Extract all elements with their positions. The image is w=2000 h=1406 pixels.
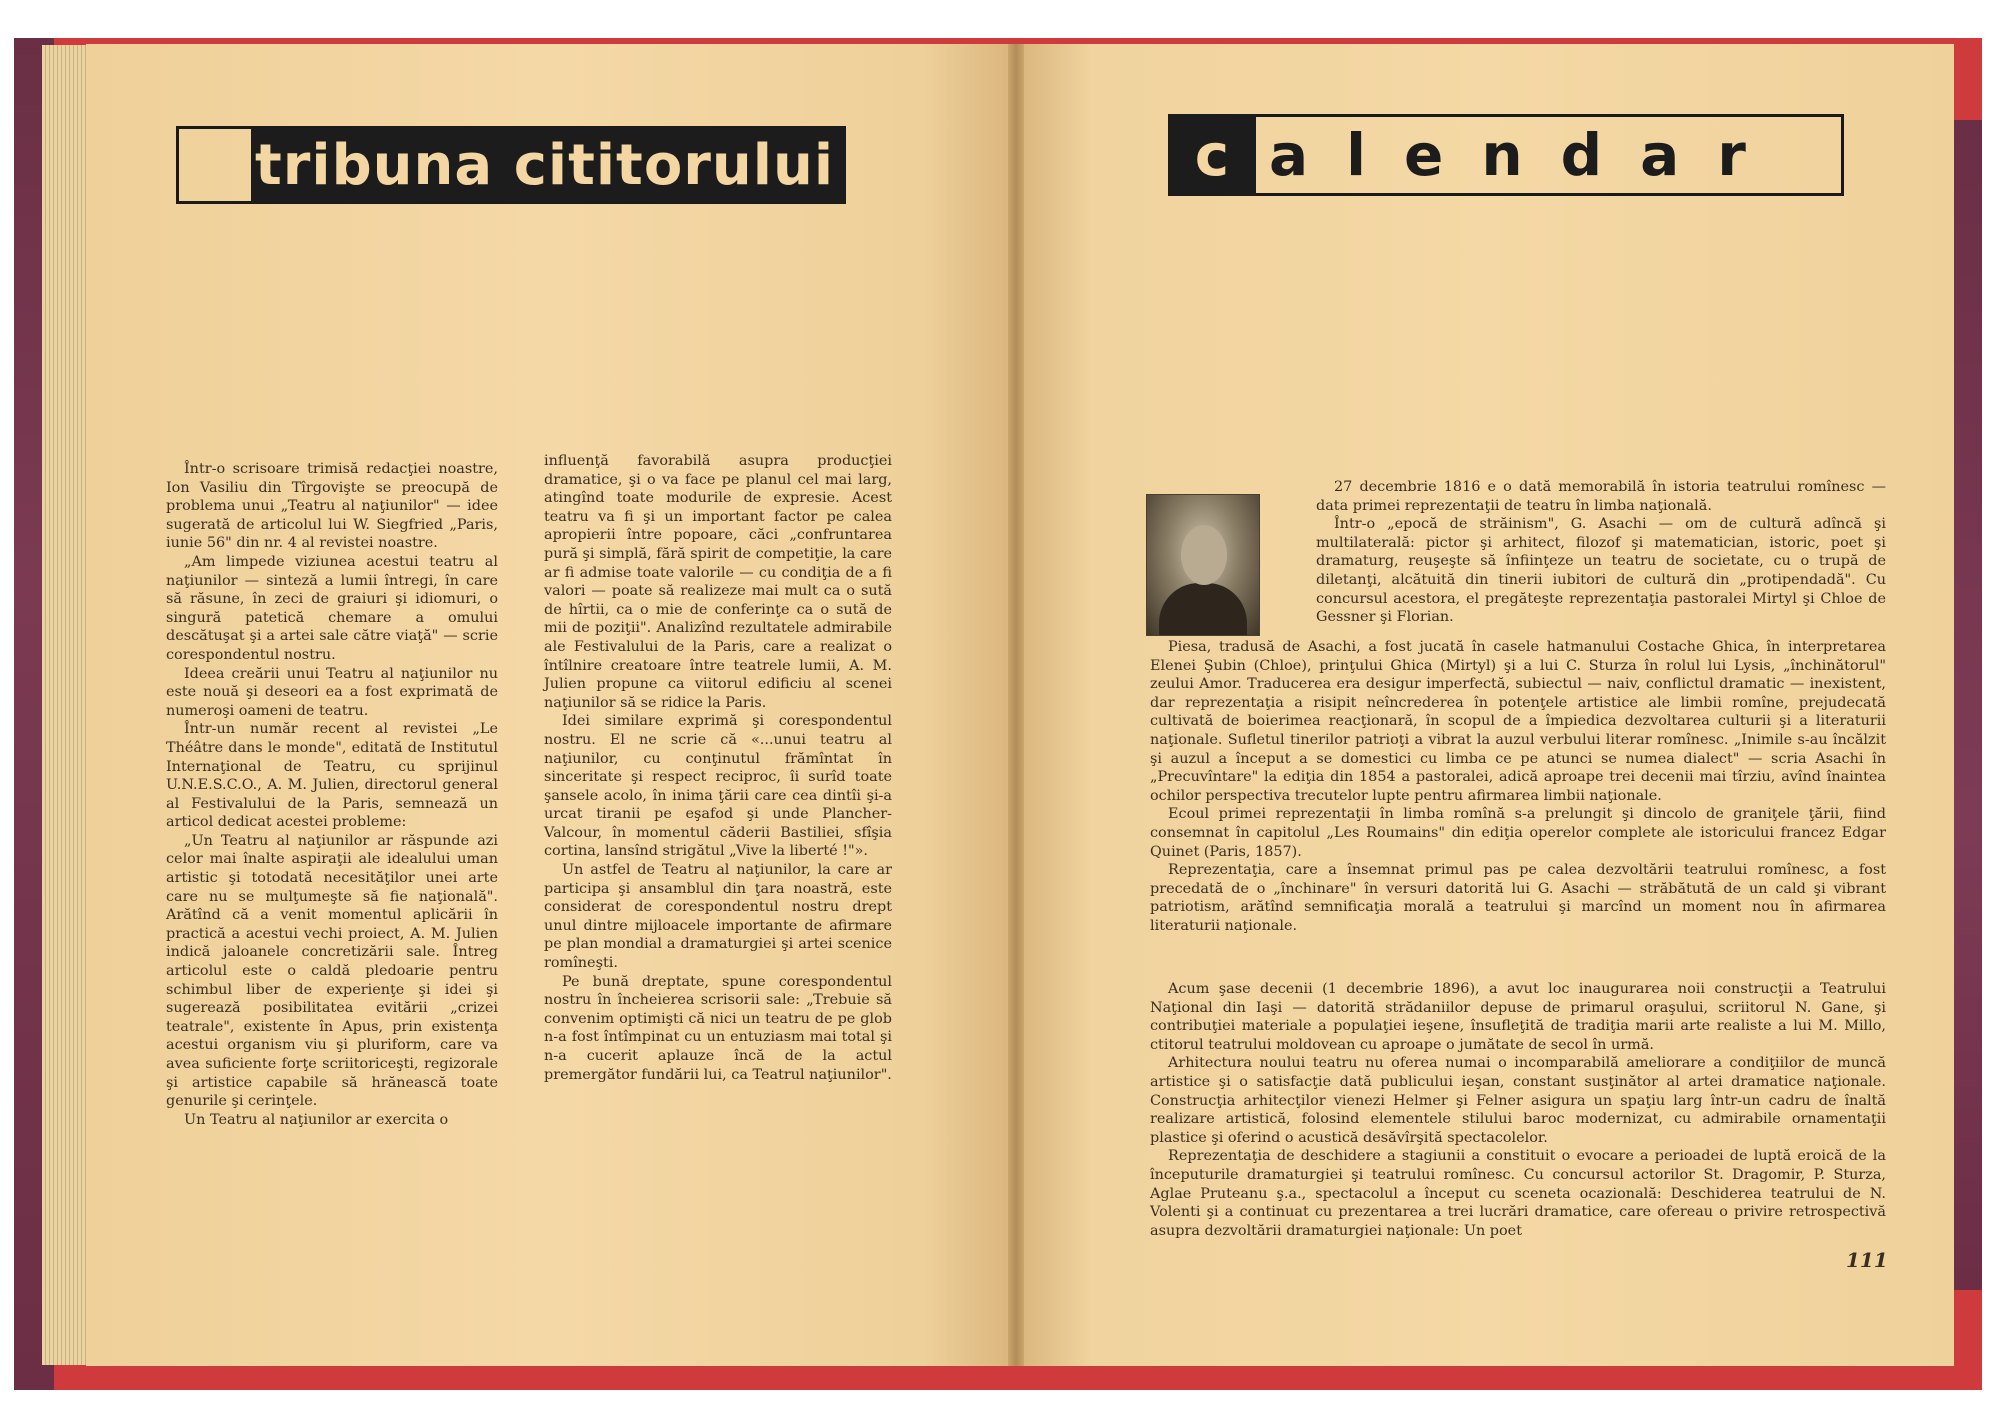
- page-edges: [42, 45, 92, 1365]
- tribuna-title: tribuna cititorului: [255, 133, 835, 198]
- paragraph: Un Teatru al naţiunilor ar exercita o: [184, 1111, 449, 1128]
- article-column-2: [544, 452, 892, 1084]
- paragraph: Piesa, tradusă de Asachi, a fost jucată în casele hatmanului Costache Ghica, în interpretarea Elenei Şubin (Chloe), prinţului Ghica (Mirtyl) şi a lui C. Sturza în rolul lui Lysis, „închinătorul" zeului Amor. Traducerea era desigur imperfectă, subiectul — naiv, conflictul dramatic — inexistent, dar reprezentaţia a risipit neîncrederea în potenţele artistice ale limbii romîne, prejudecată cultivată de boierimea reacţionară, în scopul de a împiedica dezvoltarea culturii şi a literaturii naţionale. Sufletul tinerilor patrioţi a vibrat la auzul verbului literar romînesc. „Inimile s-au încălzit şi auzul a început a se domestici cu limba ce pe atunci se numea dialect" — scria Asachi în „Precuvîntare" la ediţia din 1854 a pastoralei, adică aproape trei decenii mai tîrziu, avînd înaintea ochilor perspectiva trecutelor lupte pentru afirmarea limbii naţionale.: [1150, 639, 1886, 804]
- paragraph: Reprezentaţia de deschidere a stagiunii a constituit o evocare a perioadei de luptă eroică de la începuturile dramaturgiei şi teatrului romînesc. Cu concursul actorilor St. Dragomir, P. Sturza, Aglae Pruteanu ş.a., spectacolul a început cu sceneta ocazională: Deschiderea teatrului de N. Volenti şi a continuat cu prezentarea a trei lucrări dramatice, care ofereau o privire retrospectivă asupra dezvoltării dramaturgiei naţionale: Un poet: [1150, 1148, 1886, 1239]
- paragraph: Într-o „epocă de străinism", G. Asachi — om de cultură adîncă şi multilaterală: pictor şi arhitect, filozof şi matematician, istoric, poet şi dramaturg, reuşeşte să înfiinţeze un teatru de societate, cu o trupă de diletanţi, alcătuită din tinerii iubitori de cultură din „protipendadă". Cu concursul acestora, el pregăteşte reprezentaţia pastoralei Mirtyl şi Chloe de Gessner şi Florian.: [1316, 516, 1886, 626]
- paragraph: „Un Teatru al naţiunilor ar răspunde azi celor mai înalte aspiraţii ale idealului uman artistic şi totodată necesităţilor unei arte care nu se mulţumeşte să fie naţională". Arătînd că a venit momentul aplicării în practică a acestui vechi proiect, A. M. Julien indică jaloanele concretizării sale. Întreg articolul este o caldă pledoarie pentru schimbul liber de experienţe şi idei şi sugerează posibilitatea evitării „crizei teatrale", existente în Apus, prin existenţa acestui organism viu şi pluriform, care va avea suficiente forţe scriitoriceşti, regizorale şi artistice capabile să hrănească toate genurile şi cerinţele.: [166, 832, 498, 1110]
- calendar-title-rest: alendar: [1269, 121, 1784, 189]
- calendar-header: [1168, 114, 1844, 196]
- asachi-portrait: [1146, 494, 1260, 636]
- paragraph: Un astfel de Teatru al naţiunilor, la care ar participa şi ansamblul din ţara noastră, este considerat de corespondentul nostru drept unul dintre mijloacele importante de afirmare pe plan mondial a dramaturgiei şi artei scenice romîneşti.: [544, 862, 892, 972]
- paragraph: „Am limpede viziunea acestui teatru al naţiunilor — sinteză a lumii întregi, în care să răsune, în zeci de graiuri şi idiomuri, o singură patetică chemare a omului descătuşat şi a artei sale către viaţă" — scrie corespondentul nostru.: [166, 553, 498, 663]
- paragraph: Reprezentaţia, care a însemnat primul pas pe calea dezvoltării teatrului romînesc, a fost precedată de o „închinare" în versuri datorită lui G. Asachi — străbătută de un cald şi vibrant patriotism, arătînd semnificaţia morală a teatrului şi marcînd un moment nou în afirmarea literaturii naţionale.: [1150, 862, 1886, 934]
- tribuna-header: [176, 126, 846, 204]
- portrait-face: [1181, 525, 1227, 585]
- paragraph: Pe bună dreptate, spune corespondentul nostru în încheierea scrisorii sale: „Trebuie să convenim optimişti că nici un teatru de pe glob n-a fost întîmpinat cu un entuziasm mai total şi n-a cucerit aplauze încă de la actul premergător fundării lui, ca Teatrul naţiunilor".: [544, 973, 892, 1083]
- paragraph: Ecoul primei reprezentaţii în limba romînă s-a prelungit şi dincolo de graniţele ţării, fiind consemnat în capitolul „Les Roumains" din ediţia operelor complete ale istoricului francez Edgar Quinet (Paris, 1857).: [1150, 806, 1886, 860]
- calendar-section-2: [1150, 980, 1886, 1240]
- portrait-coat: [1159, 583, 1247, 635]
- article-column-1: [166, 460, 498, 1129]
- calendar-first-letter: c: [1194, 121, 1230, 189]
- paragraph: 27 decembrie 1816 e o dată memorabilă în istoria teatrului romînesc — data primei reprezentaţii de teatru în limba naţională.: [1316, 479, 1886, 514]
- paragraph: Ideea creării unui Teatru al naţiunilor nu este nouă şi deseori ea a fost exprimată de numeroşi oameni de teatru.: [166, 665, 498, 719]
- cover-spine-right: [1954, 120, 1982, 1290]
- calendar-intro: [1316, 478, 1886, 627]
- calendar-section-1: [1150, 638, 1886, 936]
- paragraph: Arhitectura noului teatru nu oferea numai o incomparabilă ameliorare a condiţiilor de muncă artistice şi o satisfacţie dată publicului ieşan, constant susţinător al artei dramatice naţionale. Construcţia arhitecţilor vienezi Helmer şi Felner asigura un spaţiu larg într-un cadru de înaltă realizare artistică, folosind elementele stilului baroc modernizat, cu admirabile ornamentaţii plastice şi oferind o acustică desăvîrşită spectacolelor.: [1150, 1055, 1886, 1146]
- paragraph: Idei similare exprimă şi corespondentul nostru. El ne scrie că «...unui teatru al naţiunilor, cu conţinutul frămîntat în sinceritate şi respect reciproc, îi surîd toate şansele acolo, în inima ţării care cea dintîi şi-a urcat tiranii pe eşafod şi unde Plancher-Valcour, în momentul căderii Bastiliei, sfîşia cortina, lansînd strigătul „Vive la liberté !"».: [544, 713, 892, 860]
- paragraph: Într-o scrisoare trimisă redacţiei noastre, Ion Vasiliu din Tîrgovişte se preocupă de problema unui „Teatru al naţiunilor" — idee sugerată de articolul lui W. Siegfried „Paris, iunie 56" din nr. 4 al revistei noastre.: [166, 461, 498, 552]
- paragraph: Acum şase decenii (1 decembrie 1896), a avut loc inaugurarea noii construcţii a Teatrului Naţional din Iaşi — datorită strădaniilor depuse de primarul oraşului, scriitorul N. Gane, şi contribuţiei materiale a populaţiei ieşene, însufleţită de tradiţia marii arte realiste a lui M. Millo, ctitorul teatrului moldovean cu aproape o jumătate de secol în urmă.: [1150, 981, 1886, 1053]
- book-gutter: [1008, 44, 1024, 1366]
- paragraph: influenţă favorabilă asupra producţiei dramatice, şi o va face pe planul cel mai larg, atingînd toate modurile de expresie. Acest teatru va fi şi un important factor pe calea apropierii între popoare, căci „confruntarea pură şi simplă, fără spirit de competiţie, la care ar fi admise toate valorile — cu condiţia de a fi valori — poate să realizeze mai mult ca o sută de hîrtii, ca o mie de conferinţe ca o sută de mii de poziţii". Analizînd rezultatele admirabile ale Festivalului de la Paris, care a realizat o întîlnire creatoare între teatrele lumii, A. M. Julien propune ca viitorul edificiu al scenei naţiunilor să se ridice la Paris.: [544, 453, 892, 711]
- page-number: 111: [1846, 1248, 1888, 1272]
- paragraph: Într-un număr recent al revistei „Le Théâtre dans le monde", editată de Institutul Internaţional de Teatru, cu sprijinul U.N.E.S.C.O., A. M. Julien, directorul general al Festivalului de la Paris, semnează un articol dedicat acestei probleme:: [166, 721, 498, 831]
